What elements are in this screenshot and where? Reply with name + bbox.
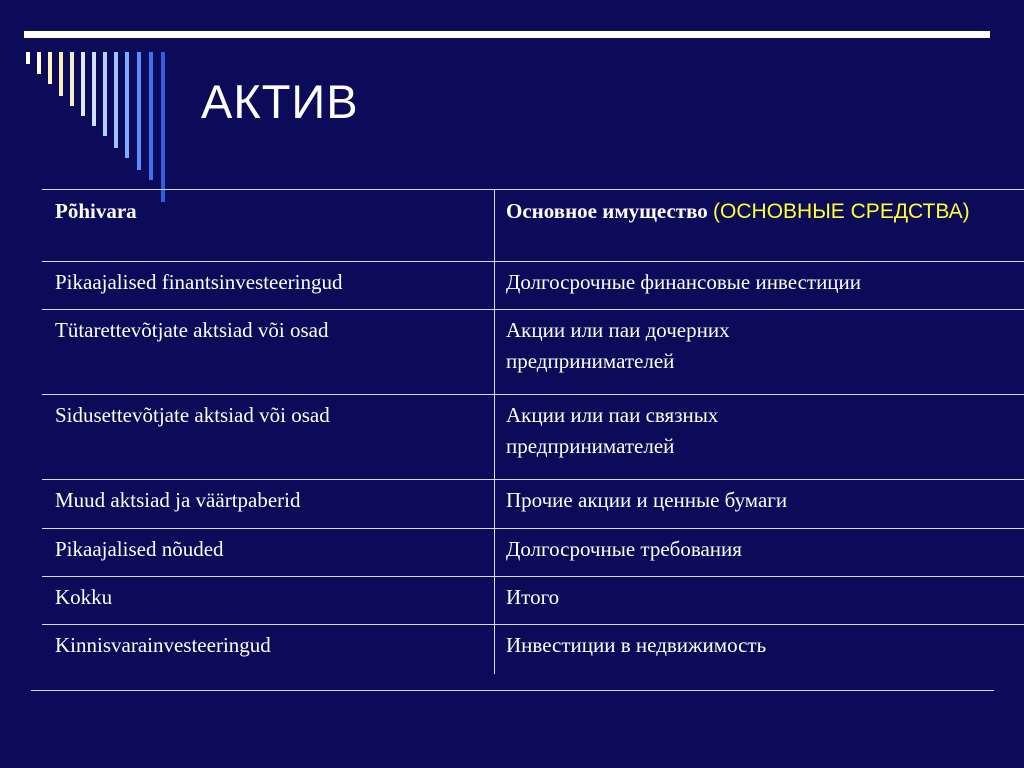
row-left: Sidusettevõtjate aktsiad või osad [55,403,330,427]
decorative-bar [161,52,165,202]
row-left: Kinnisvarainvesteeringud [55,633,271,657]
header-right-main: Основное имущество [506,199,708,223]
row-divider [42,394,1024,395]
row-divider [42,261,1024,262]
row-right: Акции или паи связных предпринимателей [506,403,719,458]
row-right: Долгосрочные финансовые инвестиции [506,270,862,294]
row-left: Muud aktsiad ja väärtpaberid [55,488,301,512]
header-right [506,196,986,227]
decorative-bar [137,52,141,170]
header-left: Põhivara [55,199,137,223]
row-divider [42,479,1024,480]
row-left: Tütarettevõtjate aktsiad või osad [55,318,329,342]
decorative-bar [114,52,118,148]
column-divider [494,189,495,674]
row-right: Инвестиции в недвижимость [506,633,767,657]
decorative-bar [70,52,74,106]
row-left: Kokku [55,585,113,609]
row-right: Долгосрочные требования [506,537,742,561]
row-divider [42,528,1024,529]
row-left: Pikaajalised finantsinvesteeringud [55,270,343,294]
decorative-bar [59,52,63,96]
row-divider [42,624,1024,625]
decorative-bar [37,52,41,74]
decorative-bar [26,52,30,64]
row-right: Акции или паи дочерних предпринимателей [506,318,730,373]
decorative-bar [81,52,85,116]
row-right: Прочие акции и ценные бумаги [506,488,788,512]
decorative-bar [92,52,96,126]
decorative-bar [125,52,129,158]
row-divider [42,576,1024,577]
decorative-bar [103,52,107,136]
table-top-line [42,189,1024,190]
decorative-bar [149,52,153,180]
slide-title: АКТИВ [201,75,359,128]
bottom-rule [31,690,994,691]
row-right: Итого [506,585,560,609]
header-right-note: (ОСНОВНЫЕ СРЕДСТВА) [713,200,970,223]
row-divider [42,309,1024,310]
top-rule [24,31,990,38]
decorative-bar [48,52,52,84]
row-left: Pikaajalised nõuded [55,537,224,561]
